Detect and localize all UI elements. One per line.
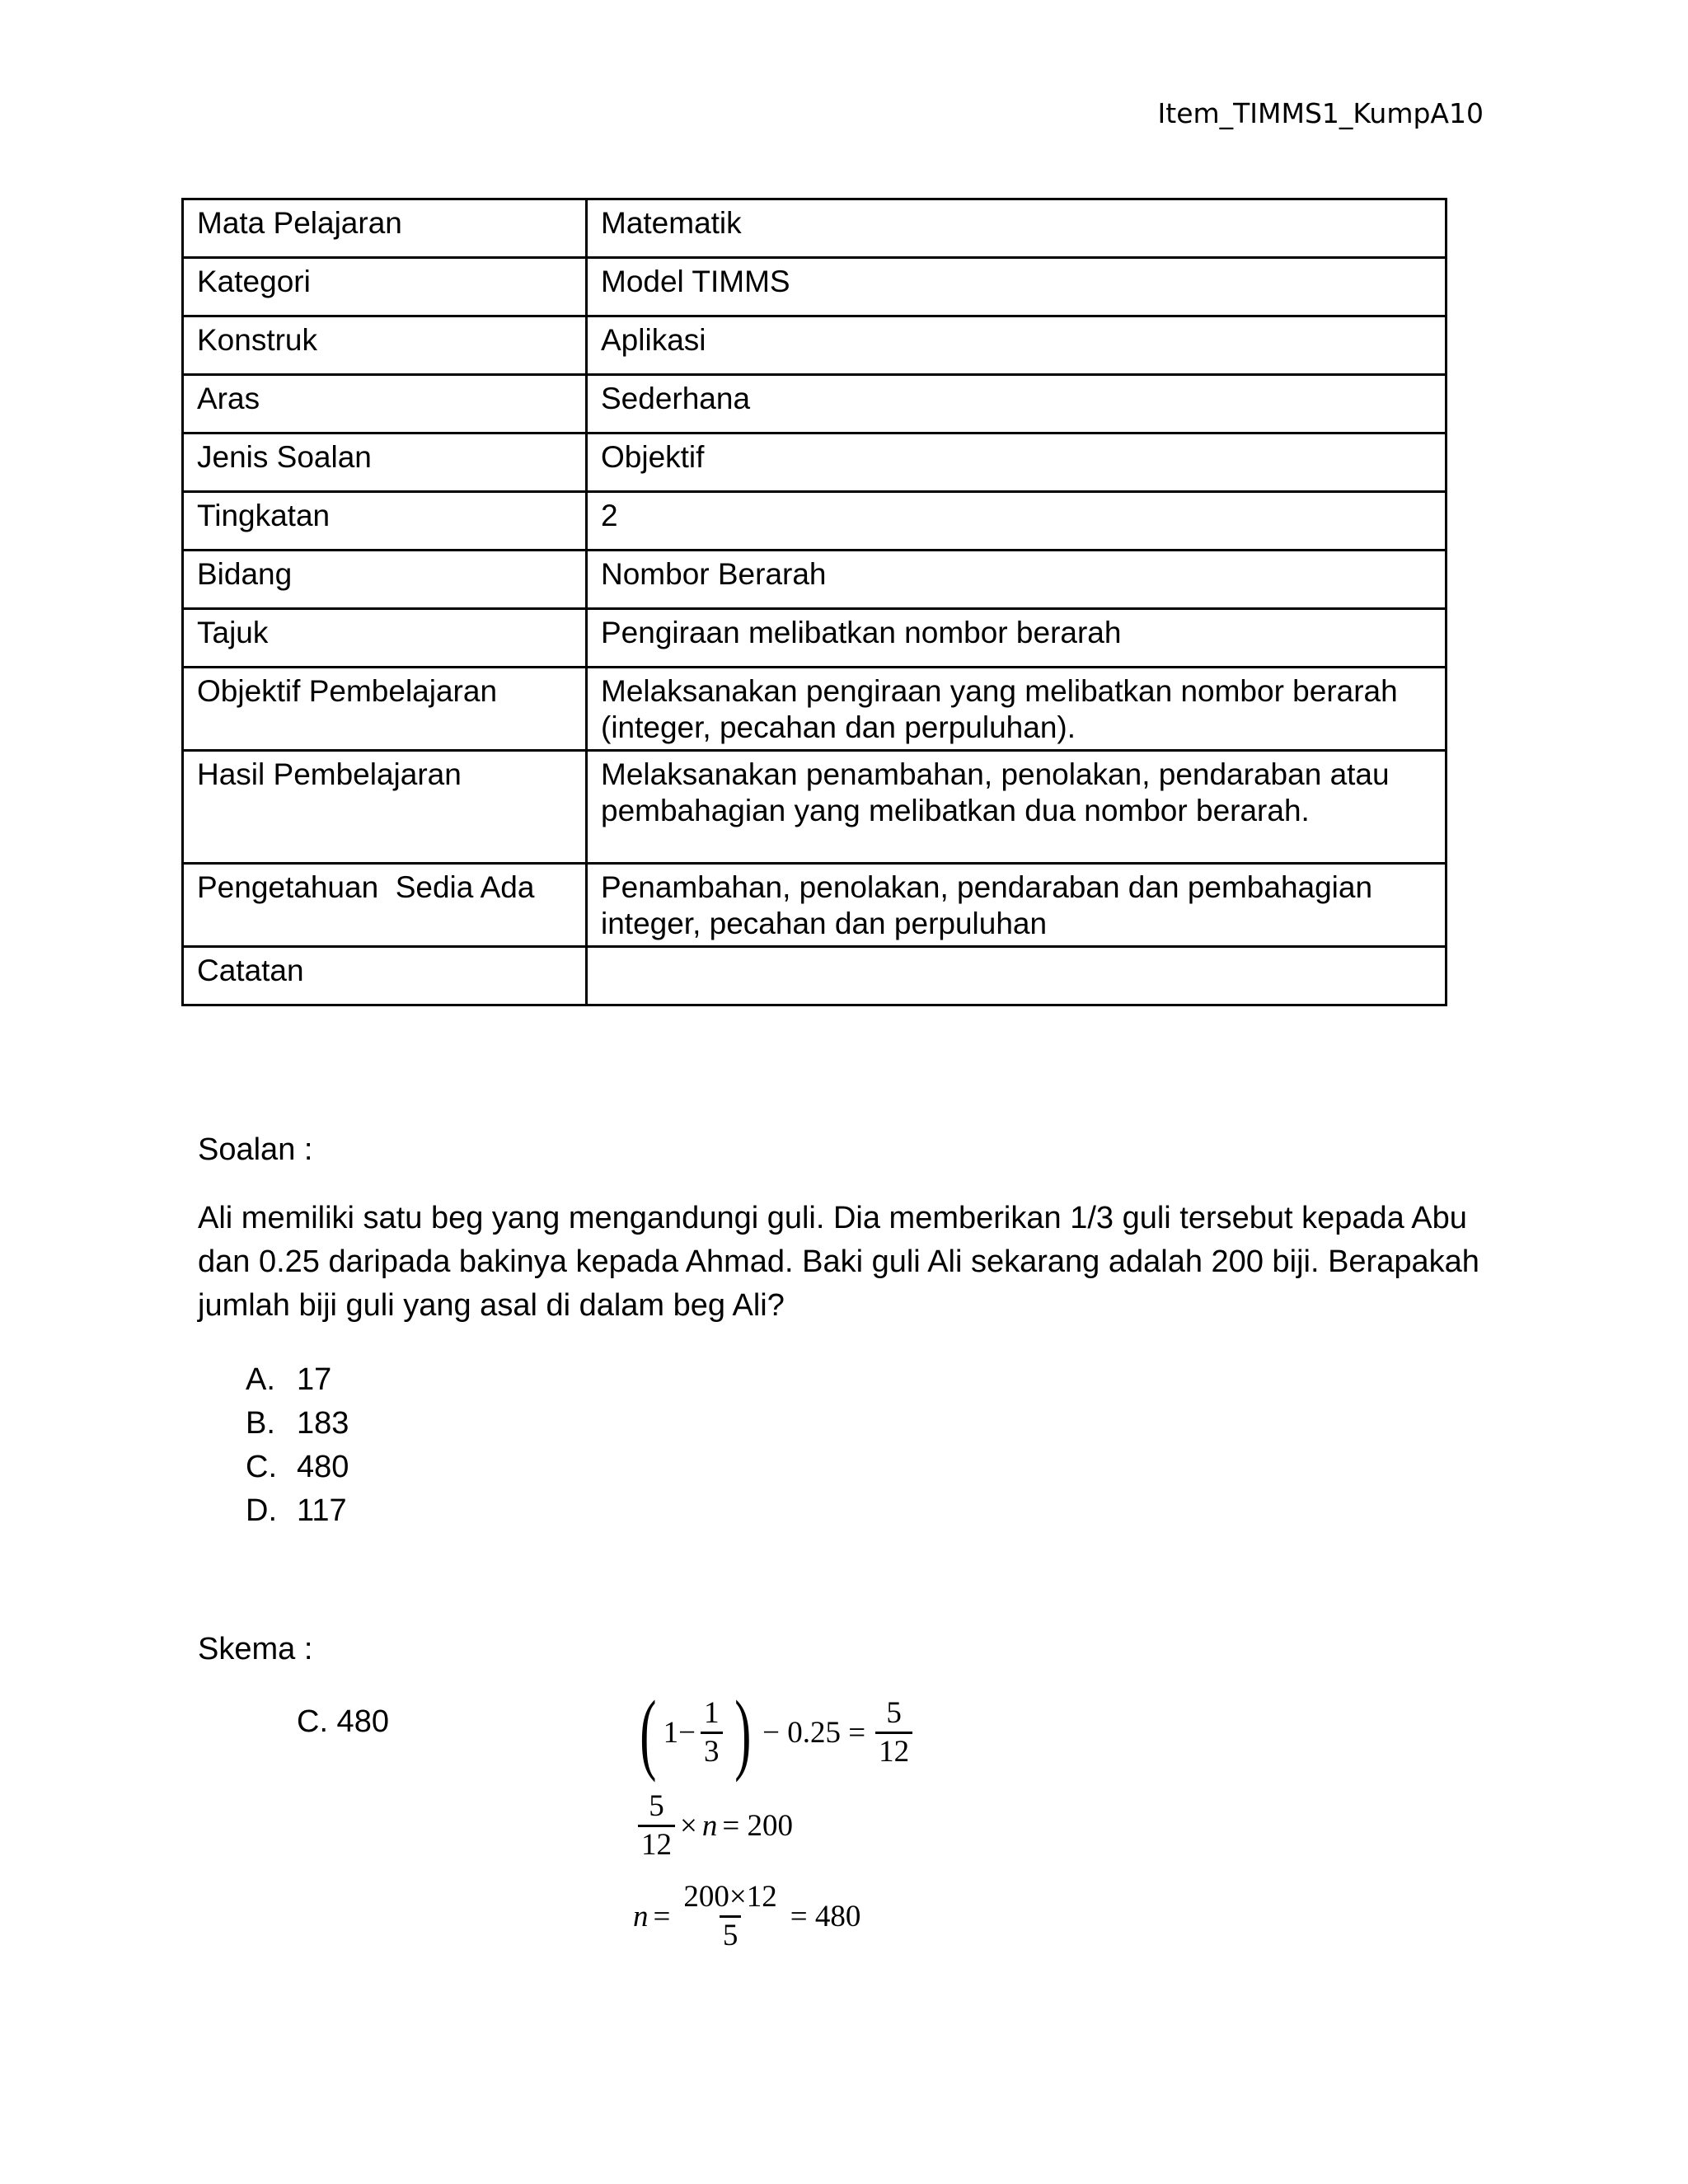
row-value: Pengiraan melibatkan nombor berarah xyxy=(587,609,1447,668)
row-value: Penambahan, penolakan, pendaraban dan pembahagian integer, pecahan dan perpuluhan xyxy=(587,864,1447,947)
row-value: 2 xyxy=(587,492,1447,551)
row-label: Bidang xyxy=(183,551,587,609)
table-row xyxy=(183,947,1447,1005)
table-row xyxy=(183,199,1447,258)
option-d xyxy=(246,1489,349,1533)
option-key: A. xyxy=(246,1362,275,1397)
row-label: Tingkatan xyxy=(183,492,587,551)
row-label: Catatan xyxy=(183,947,587,1005)
row-value: Sederhana xyxy=(587,375,1447,434)
row-label: Pengetahuan Sedia Ada xyxy=(183,864,587,947)
row-value: Objektif xyxy=(587,434,1447,492)
option-value: 183 xyxy=(297,1406,349,1441)
table-row xyxy=(183,316,1447,375)
fraction: $\frac{5}{12}$ xyxy=(875,1695,912,1770)
row-value: Aplikasi xyxy=(587,316,1447,375)
option-a xyxy=(246,1358,349,1402)
row-label: Kategori xyxy=(183,258,587,316)
row-label: Jenis Soalan xyxy=(183,434,587,492)
metadata-table xyxy=(181,198,1447,1006)
row-value xyxy=(587,947,1447,1005)
equation-step-3: n = $\frac{200\times 12}{5}$ = 480 xyxy=(633,1880,861,1952)
table-row xyxy=(183,258,1447,316)
row-value: Model TIMMS xyxy=(587,258,1447,316)
row-label: Hasil Pembelajaran xyxy=(183,751,587,864)
option-key: C. xyxy=(246,1450,277,1484)
table-row xyxy=(183,434,1447,492)
table-row xyxy=(183,375,1447,434)
question-heading: Soalan : xyxy=(198,1132,313,1167)
question-text: Ali memiliki satu beg yang mengandungi guli. Dia memberikan 1/3 guli tersebut kepada Abu dan 0.25 daripada bakinya kepada Ahmad. Baki guli Ali sekarang adalah 200 biji. Berapakah jumlah biji guli yang asal di dalam beg Ali? xyxy=(198,1201,1479,1323)
row-label: Aras xyxy=(183,375,587,434)
table-row xyxy=(183,492,1447,551)
answer-options xyxy=(246,1358,349,1533)
option-value: 480 xyxy=(297,1450,349,1484)
fraction: $\frac{1}{3}$ xyxy=(701,1695,723,1770)
table-row xyxy=(183,551,1447,609)
row-label: Mata Pelajaran xyxy=(183,199,587,258)
table-row xyxy=(183,668,1447,751)
row-label: Konstruk xyxy=(183,316,587,375)
equation-step-2: $\frac{5}{12}$ × n = 200 xyxy=(633,1788,793,1863)
row-value: Melaksanakan penambahan, penolakan, pendaraban atau pembahagian yang melibatkan dua nombor berarah. xyxy=(587,751,1447,864)
option-value: 17 xyxy=(297,1362,332,1397)
row-label: Objektif Pembelajaran xyxy=(183,668,587,751)
option-c xyxy=(246,1446,349,1489)
table-row xyxy=(183,609,1447,668)
option-key: B. xyxy=(246,1406,275,1441)
row-value: Nombor Berarah xyxy=(587,551,1447,609)
table-row xyxy=(183,864,1447,947)
row-value: Melaksanakan pengiraan yang melibatkan nombor berarah (integer, pecahan dan perpuluhan). xyxy=(587,668,1447,751)
option-value: 117 xyxy=(297,1493,347,1528)
fraction: $\frac{200\times 12}{5}$ xyxy=(683,1880,777,1952)
scheme-heading: Skema : xyxy=(198,1632,313,1666)
table-row xyxy=(183,751,1447,864)
equation-step-1: ( 1 − $\frac{1}{3}$ ) − 0.25 = $\frac{5}{12}$ xyxy=(633,1691,917,1774)
document-id: Item_TIMMS1_KumpA10 xyxy=(1157,97,1484,129)
fraction: $\frac{5}{12}$ xyxy=(638,1788,675,1863)
row-label: Tajuk xyxy=(183,609,587,668)
option-key: D. xyxy=(246,1493,277,1528)
option-b xyxy=(246,1402,349,1446)
scheme-answer: C. 480 xyxy=(297,1704,389,1739)
row-value: Matematik xyxy=(587,199,1447,258)
